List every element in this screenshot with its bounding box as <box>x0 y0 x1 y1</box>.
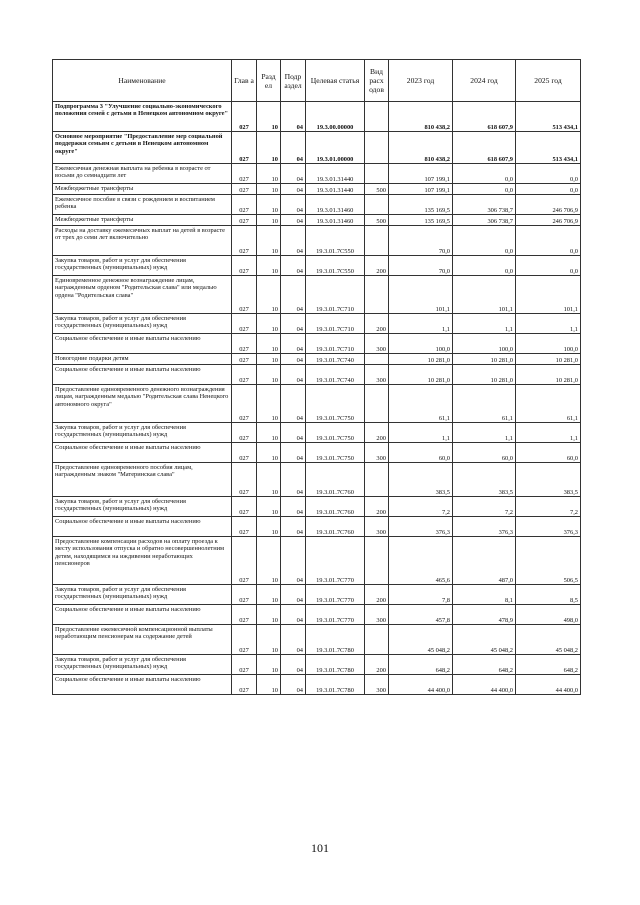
row-razdel: 10 <box>257 276 281 314</box>
row-expense-type <box>365 195 389 215</box>
row-value-2023: 44 400,0 <box>389 675 453 695</box>
table-row <box>53 463 581 497</box>
row-name: Закупка товаров, работ и услуг для обеспечения государственных (муниципальных) нужд <box>53 497 232 517</box>
row-razdel: 10 <box>257 385 281 423</box>
row-target-article: 19.3.01.7C780 <box>306 625 365 655</box>
row-value-2024: 0,0 <box>453 226 516 256</box>
table-row <box>53 354 581 365</box>
row-target-article: 19.3.01.31460 <box>306 195 365 215</box>
row-podrazdel: 04 <box>281 675 306 695</box>
table-body <box>53 102 581 695</box>
row-target-article: 19.3.01.7C750 <box>306 443 365 463</box>
row-expense-type: 500 <box>365 215 389 226</box>
budget-table <box>52 59 581 695</box>
row-target-article: 19.3.01.31440 <box>306 164 365 184</box>
row-value-2023: 457,8 <box>389 605 453 625</box>
row-razdel: 10 <box>257 443 281 463</box>
table-row <box>53 164 581 184</box>
row-razdel: 10 <box>257 164 281 184</box>
row-podrazdel: 04 <box>281 164 306 184</box>
row-podrazdel: 04 <box>281 334 306 354</box>
row-name: Предоставление единовременного денежного вознаграждения лицам, награжденным медалью "Родительская слава Ненецкого автономного округа" <box>53 385 232 423</box>
row-value-2023: 100,0 <box>389 334 453 354</box>
row-value-2023: 1,1 <box>389 314 453 334</box>
table-row <box>53 215 581 226</box>
row-podrazdel: 04 <box>281 215 306 226</box>
row-razdel: 10 <box>257 215 281 226</box>
row-expense-type: 200 <box>365 585 389 605</box>
table-row <box>53 625 581 655</box>
row-target-article: 19.3.01.7C740 <box>306 365 365 385</box>
row-expense-type: 200 <box>365 497 389 517</box>
row-podrazdel: 04 <box>281 184 306 195</box>
row-glava: 027 <box>232 354 257 365</box>
row-value-2024: 0,0 <box>453 256 516 276</box>
row-target-article: 19.3.01.7C550 <box>306 256 365 276</box>
row-expense-type: 200 <box>365 655 389 675</box>
row-target-article: 19.3.01.7C710 <box>306 334 365 354</box>
row-value-2025: 100,0 <box>516 334 581 354</box>
row-value-2024: 60,0 <box>453 443 516 463</box>
row-glava: 027 <box>232 605 257 625</box>
row-value-2025: 376,3 <box>516 517 581 537</box>
header-glava: Глав а <box>232 60 257 102</box>
row-expense-type: 200 <box>365 314 389 334</box>
row-value-2023: 70,0 <box>389 256 453 276</box>
row-podrazdel: 04 <box>281 497 306 517</box>
row-glava: 027 <box>232 276 257 314</box>
row-value-2023: 1,1 <box>389 423 453 443</box>
row-glava: 027 <box>232 184 257 195</box>
row-name: Единовременное денежное вознаграждение лицам, награжденным орденом "Родительская слава" или медалью ордена "Родительская слава" <box>53 276 232 314</box>
row-value-2023: 61,1 <box>389 385 453 423</box>
row-podrazdel: 04 <box>281 314 306 334</box>
row-value-2024: 648,2 <box>453 655 516 675</box>
row-expense-type <box>365 132 389 164</box>
row-name: Социальное обеспечение и иные выплаты населению <box>53 443 232 463</box>
row-value-2025: 101,1 <box>516 276 581 314</box>
table-row <box>53 132 581 164</box>
header-name: Наименование <box>53 60 232 102</box>
row-value-2023: 383,5 <box>389 463 453 497</box>
row-podrazdel: 04 <box>281 537 306 585</box>
row-target-article: 19.3.01.7C770 <box>306 537 365 585</box>
row-expense-type: 300 <box>365 365 389 385</box>
row-razdel: 10 <box>257 517 281 537</box>
row-glava: 027 <box>232 537 257 585</box>
row-value-2025: 498,0 <box>516 605 581 625</box>
budget-table-container <box>52 59 580 695</box>
row-podrazdel: 04 <box>281 226 306 256</box>
row-razdel: 10 <box>257 497 281 517</box>
row-value-2023: 376,3 <box>389 517 453 537</box>
row-value-2025: 10 281,0 <box>516 365 581 385</box>
row-value-2024: 306 738,7 <box>453 215 516 226</box>
row-value-2025: 246 706,9 <box>516 215 581 226</box>
row-podrazdel: 04 <box>281 605 306 625</box>
row-target-article: 19.3.01.7C760 <box>306 497 365 517</box>
row-name: Предоставление компенсации расходов на оплату проезда к месту использования отпуска и обратно несовершеннолетним детям, находящимся на иждивении неработающих пенсионеров <box>53 537 232 585</box>
header-2023: 2023 год <box>389 60 453 102</box>
header-target-article: Целевая статья <box>306 60 365 102</box>
row-value-2025: 513 434,1 <box>516 102 581 132</box>
row-glava: 027 <box>232 625 257 655</box>
row-name: Социальное обеспечение и иные выплаты населению <box>53 605 232 625</box>
row-target-article: 19.3.01.7C760 <box>306 463 365 497</box>
row-value-2025: 383,5 <box>516 463 581 497</box>
row-value-2023: 10 281,0 <box>389 354 453 365</box>
table-row <box>53 276 581 314</box>
row-expense-type <box>365 625 389 655</box>
row-razdel: 10 <box>257 365 281 385</box>
row-glava: 027 <box>232 655 257 675</box>
row-value-2025: 0,0 <box>516 164 581 184</box>
row-expense-type: 300 <box>365 675 389 695</box>
row-razdel: 10 <box>257 655 281 675</box>
row-glava: 027 <box>232 102 257 132</box>
row-glava: 027 <box>232 585 257 605</box>
row-razdel: 10 <box>257 354 281 365</box>
row-podrazdel: 04 <box>281 132 306 164</box>
row-value-2024: 478,9 <box>453 605 516 625</box>
table-row <box>53 184 581 195</box>
row-value-2024: 61,1 <box>453 385 516 423</box>
row-value-2025: 513 434,1 <box>516 132 581 164</box>
row-value-2025: 61,1 <box>516 385 581 423</box>
row-value-2023: 7,8 <box>389 585 453 605</box>
row-target-article: 19.3.01.7C750 <box>306 423 365 443</box>
row-value-2024: 306 738,7 <box>453 195 516 215</box>
header-razdel: Разд ел <box>257 60 281 102</box>
row-target-article: 19.3.01.7C710 <box>306 276 365 314</box>
row-value-2023: 107 199,1 <box>389 164 453 184</box>
row-razdel: 10 <box>257 195 281 215</box>
row-glava: 027 <box>232 215 257 226</box>
table-row <box>53 605 581 625</box>
row-target-article: 19.3.01.7C770 <box>306 585 365 605</box>
row-value-2023: 70,0 <box>389 226 453 256</box>
row-value-2023: 135 169,5 <box>389 195 453 215</box>
row-podrazdel: 04 <box>281 256 306 276</box>
table-row <box>53 655 581 675</box>
table-header-row <box>53 60 581 102</box>
row-name: Закупка товаров, работ и услуг для обеспечения государственных (муниципальных) нужд <box>53 655 232 675</box>
row-value-2024: 45 048,2 <box>453 625 516 655</box>
row-glava: 027 <box>232 385 257 423</box>
row-name: Закупка товаров, работ и услуг для обеспечения государственных (муниципальных) нужд <box>53 423 232 443</box>
row-razdel: 10 <box>257 625 281 655</box>
row-razdel: 10 <box>257 184 281 195</box>
row-target-article: 19.3.01.31440 <box>306 184 365 195</box>
row-glava: 027 <box>232 517 257 537</box>
row-target-article: 19.3.01.7C710 <box>306 314 365 334</box>
row-expense-type <box>365 385 389 423</box>
row-value-2023: 10 281,0 <box>389 365 453 385</box>
row-name: Социальное обеспечение и иные выплаты населению <box>53 365 232 385</box>
row-name: Межбюджетные трансферты <box>53 215 232 226</box>
row-target-article: 19.3.01.31460 <box>306 215 365 226</box>
row-value-2025: 0,0 <box>516 256 581 276</box>
row-value-2025: 246 706,9 <box>516 195 581 215</box>
row-value-2023: 135 169,5 <box>389 215 453 226</box>
row-value-2025: 648,2 <box>516 655 581 675</box>
row-value-2023: 7,2 <box>389 497 453 517</box>
row-value-2024: 376,3 <box>453 517 516 537</box>
row-value-2024: 487,0 <box>453 537 516 585</box>
table-row <box>53 517 581 537</box>
row-razdel: 10 <box>257 463 281 497</box>
row-name: Основное мероприятие "Предоставление мер социальной поддержки семьям с детьми в Ненецком автономном округе" <box>53 132 232 164</box>
row-podrazdel: 04 <box>281 365 306 385</box>
table-row <box>53 443 581 463</box>
header-2024: 2024 год <box>453 60 516 102</box>
row-expense-type <box>365 164 389 184</box>
row-razdel: 10 <box>257 314 281 334</box>
row-target-article: 19.3.01.00000 <box>306 132 365 164</box>
table-row <box>53 675 581 695</box>
row-razdel: 10 <box>257 102 281 132</box>
row-glava: 027 <box>232 314 257 334</box>
row-value-2024: 383,5 <box>453 463 516 497</box>
row-razdel: 10 <box>257 585 281 605</box>
table-row <box>53 423 581 443</box>
row-razdel: 10 <box>257 132 281 164</box>
row-name: Закупка товаров, работ и услуг для обеспечения государственных (муниципальных) нужд <box>53 256 232 276</box>
row-value-2024: 0,0 <box>453 164 516 184</box>
row-value-2023: 107 199,1 <box>389 184 453 195</box>
row-expense-type <box>365 276 389 314</box>
row-value-2025: 8,5 <box>516 585 581 605</box>
row-razdel: 10 <box>257 605 281 625</box>
row-name: Новогодние подарки детям <box>53 354 232 365</box>
row-name: Межбюджетные трансферты <box>53 184 232 195</box>
row-podrazdel: 04 <box>281 655 306 675</box>
row-glava: 027 <box>232 334 257 354</box>
row-value-2024: 8,1 <box>453 585 516 605</box>
page-number: 101 <box>311 841 329 855</box>
row-value-2025: 0,0 <box>516 226 581 256</box>
row-value-2025: 506,5 <box>516 537 581 585</box>
row-razdel: 10 <box>257 334 281 354</box>
row-value-2024: 100,0 <box>453 334 516 354</box>
header-podrazdel: Подр аздел <box>281 60 306 102</box>
row-expense-type: 200 <box>365 423 389 443</box>
row-value-2024: 0,0 <box>453 184 516 195</box>
table-row <box>53 537 581 585</box>
row-glava: 027 <box>232 256 257 276</box>
row-value-2025: 7,2 <box>516 497 581 517</box>
row-expense-type <box>365 537 389 585</box>
row-value-2025: 44 400,0 <box>516 675 581 695</box>
row-podrazdel: 04 <box>281 517 306 537</box>
row-value-2023: 810 438,2 <box>389 102 453 132</box>
row-expense-type: 300 <box>365 517 389 537</box>
row-value-2023: 45 048,2 <box>389 625 453 655</box>
row-expense-type: 300 <box>365 443 389 463</box>
row-target-article: 19.3.01.7C550 <box>306 226 365 256</box>
row-value-2023: 465,6 <box>389 537 453 585</box>
table-row <box>53 365 581 385</box>
row-value-2024: 618 607,9 <box>453 102 516 132</box>
row-value-2024: 10 281,0 <box>453 365 516 385</box>
row-glava: 027 <box>232 675 257 695</box>
table-row <box>53 256 581 276</box>
row-glava: 027 <box>232 365 257 385</box>
row-name: Подпрограмма 3 "Улучшение социально-экономического положения семей с детьми в Ненецком автономном округе" <box>53 102 232 132</box>
row-glava: 027 <box>232 497 257 517</box>
row-razdel: 10 <box>257 256 281 276</box>
row-glava: 027 <box>232 226 257 256</box>
row-value-2025: 45 048,2 <box>516 625 581 655</box>
row-value-2024: 1,1 <box>453 423 516 443</box>
row-target-article: 19.3.01.7C780 <box>306 655 365 675</box>
row-razdel: 10 <box>257 537 281 585</box>
row-target-article: 19.3.01.7C770 <box>306 605 365 625</box>
header-expense-type: Вид расх одов <box>365 60 389 102</box>
row-value-2024: 1,1 <box>453 314 516 334</box>
row-value-2023: 101,1 <box>389 276 453 314</box>
header-2025: 2025 год <box>516 60 581 102</box>
row-expense-type: 200 <box>365 256 389 276</box>
row-name: Закупка товаров, работ и услуг для обеспечения государственных (муниципальных) нужд <box>53 314 232 334</box>
row-podrazdel: 04 <box>281 385 306 423</box>
row-value-2025: 0,0 <box>516 184 581 195</box>
row-razdel: 10 <box>257 675 281 695</box>
row-glava: 027 <box>232 423 257 443</box>
row-target-article: 19.3.01.7C740 <box>306 354 365 365</box>
table-row <box>53 314 581 334</box>
row-podrazdel: 04 <box>281 195 306 215</box>
row-expense-type <box>365 354 389 365</box>
row-glava: 027 <box>232 195 257 215</box>
row-expense-type: 300 <box>365 605 389 625</box>
row-podrazdel: 04 <box>281 354 306 365</box>
row-name: Социальное обеспечение и иные выплаты населению <box>53 675 232 695</box>
row-value-2025: 1,1 <box>516 314 581 334</box>
table-row <box>53 585 581 605</box>
row-podrazdel: 04 <box>281 463 306 497</box>
row-razdel: 10 <box>257 226 281 256</box>
table-row <box>53 226 581 256</box>
row-expense-type: 300 <box>365 334 389 354</box>
row-value-2024: 44 400,0 <box>453 675 516 695</box>
row-target-article: 19.3.00.00000 <box>306 102 365 132</box>
row-value-2024: 10 281,0 <box>453 354 516 365</box>
row-target-article: 19.3.01.7C750 <box>306 385 365 423</box>
row-expense-type <box>365 102 389 132</box>
row-value-2024: 618 607,9 <box>453 132 516 164</box>
row-value-2025: 10 281,0 <box>516 354 581 365</box>
row-name: Предоставление ежемесячной компенсационной выплаты неработающим пенсионерам на содержание детей <box>53 625 232 655</box>
row-target-article: 19.3.01.7C780 <box>306 675 365 695</box>
row-glava: 027 <box>232 463 257 497</box>
row-value-2023: 810 438,2 <box>389 132 453 164</box>
table-row <box>53 195 581 215</box>
row-name: Ежемесячная денежная выплата на ребенка в возрасте от восьми до семнадцати лет <box>53 164 232 184</box>
row-glava: 027 <box>232 132 257 164</box>
row-expense-type <box>365 463 389 497</box>
row-podrazdel: 04 <box>281 625 306 655</box>
row-target-article: 19.3.01.7C760 <box>306 517 365 537</box>
row-name: Предоставление единовременного пособия лицам, награжденным знаком "Материнская слава" <box>53 463 232 497</box>
row-value-2024: 101,1 <box>453 276 516 314</box>
row-name: Ежемесячное пособие в связи с рождением и воспитанием ребенка <box>53 195 232 215</box>
row-razdel: 10 <box>257 423 281 443</box>
table-row <box>53 497 581 517</box>
row-glava: 027 <box>232 164 257 184</box>
row-value-2024: 7,2 <box>453 497 516 517</box>
row-podrazdel: 04 <box>281 102 306 132</box>
row-glava: 027 <box>232 443 257 463</box>
row-podrazdel: 04 <box>281 585 306 605</box>
row-podrazdel: 04 <box>281 443 306 463</box>
table-row <box>53 385 581 423</box>
row-podrazdel: 04 <box>281 423 306 443</box>
row-name: Закупка товаров, работ и услуг для обеспечения государственных (муниципальных) нужд <box>53 585 232 605</box>
table-row <box>53 102 581 132</box>
row-expense-type: 500 <box>365 184 389 195</box>
row-name: Социальное обеспечение и иные выплаты населению <box>53 334 232 354</box>
row-value-2025: 60,0 <box>516 443 581 463</box>
row-name: Социальное обеспечение и иные выплаты населению <box>53 517 232 537</box>
row-name: Расходы на доставку ежемесячных выплат на детей в возрасте от трех до семи лет включительно <box>53 226 232 256</box>
row-value-2025: 1,1 <box>516 423 581 443</box>
row-value-2023: 60,0 <box>389 443 453 463</box>
row-expense-type <box>365 226 389 256</box>
table-row <box>53 334 581 354</box>
row-value-2023: 648,2 <box>389 655 453 675</box>
row-podrazdel: 04 <box>281 276 306 314</box>
